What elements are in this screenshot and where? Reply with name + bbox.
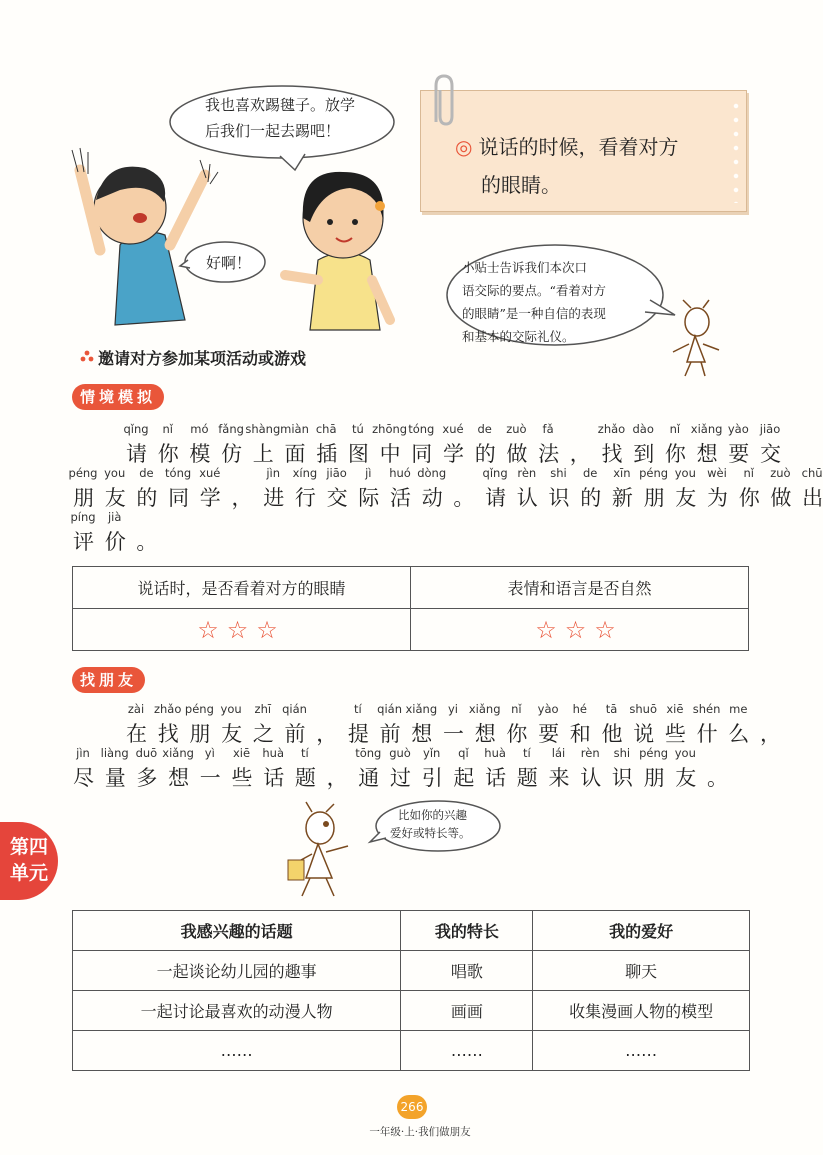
rating-header-natural: 表情和语言是否自然 — [411, 567, 749, 609]
pinyin-syllable: de — [477, 422, 492, 436]
hanzi-char: 朋 — [189, 722, 211, 746]
mascot-tip-text — [462, 256, 662, 348]
hanzi-char: ， — [316, 722, 338, 746]
pinyin-syllable: lái — [551, 746, 566, 760]
table-cell: 聊天 — [533, 951, 750, 991]
pinyin-syllable: yǐn — [423, 746, 441, 760]
pinyin-syllable: nǐ — [511, 702, 522, 716]
mascot2-speech-line-1: 比如你的兴趣 — [398, 808, 467, 822]
star-icon[interactable]: ☆☆☆ — [535, 615, 624, 644]
topics-header-strength: 我的特长 — [401, 911, 533, 951]
pinyin-syllable: fǎ — [542, 422, 554, 436]
pinyin-syllable: tóng — [408, 422, 435, 436]
page-footer: 一年级·上·我们做朋友 — [369, 1126, 471, 1138]
topics-header-topic: 我感兴趣的话题 — [73, 911, 401, 951]
hanzi-char: 想 — [696, 442, 718, 466]
hanzi-char: 面 — [284, 442, 306, 466]
unit-tab-line-1: 第四 — [10, 836, 49, 858]
hanzi-char: 题 — [516, 766, 538, 790]
girl-speech-line-1: 我也喜欢踢毽子。放学 — [205, 96, 356, 114]
triangle-dots-icon — [80, 350, 94, 362]
hanzi-char: 在 — [126, 722, 147, 746]
mascot-tip-line-1: 小贴士告诉我们本次口 — [462, 260, 588, 275]
hanzi-char: 提 — [347, 722, 369, 746]
hanzi-char: 些 — [664, 722, 686, 746]
hanzi-char: 通 — [358, 766, 380, 790]
pinyin-syllable: xiǎng — [162, 746, 194, 760]
star-icon[interactable]: ☆☆☆ — [197, 615, 286, 644]
pinyin-syllable: huà — [484, 746, 506, 760]
pinyin-syllable: de — [139, 466, 154, 480]
pinyin-syllable: dòng — [417, 466, 447, 480]
hanzi-char: 多 — [136, 766, 158, 790]
hanzi-char: 行 — [294, 486, 316, 510]
pinyin-syllable: nǐ — [743, 466, 754, 480]
hanzi-char: ， — [326, 766, 348, 790]
topics-table — [72, 910, 750, 1071]
hanzi-char: 来 — [548, 766, 570, 790]
hanzi-char: 量 — [104, 766, 126, 790]
table-cell[interactable]: …… — [73, 1031, 401, 1071]
hanzi-char: 的 — [580, 486, 602, 510]
pinyin-syllable: jì — [365, 466, 372, 480]
hanzi-char: 。 — [453, 486, 475, 510]
hanzi-char: 仿 — [221, 442, 243, 466]
table-cell[interactable]: …… — [401, 1031, 533, 1071]
hanzi-char: 友 — [675, 486, 697, 510]
hanzi-char: 想 — [474, 722, 496, 746]
hanzi-char: 模 — [189, 442, 211, 466]
section-tag-find-friends: 找朋友 — [72, 667, 145, 693]
hanzi-char: 和 — [569, 722, 591, 746]
hanzi-char: 上 — [252, 442, 274, 466]
hanzi-char: 识 — [548, 486, 570, 510]
pinyin-syllable: jiāo — [326, 466, 347, 480]
mascot-tip-line-4: 和基本的交际礼仪。 — [462, 329, 575, 344]
hanzi-char: 做 — [506, 442, 528, 466]
hanzi-char: 认 — [516, 486, 538, 510]
hanzi-char: 一 — [199, 766, 221, 790]
pinyin-syllable: you — [104, 466, 126, 480]
mascot2-speech-line-2: 爱好或特长等。 — [390, 826, 471, 840]
hanzi-char: 评 — [73, 530, 94, 554]
hanzi-char: 图 — [347, 442, 369, 466]
pinyin-syllable: yào — [537, 702, 559, 716]
hanzi-char: 他 — [601, 722, 623, 746]
pinyin-syllable: tā — [605, 702, 618, 716]
hanzi-char: 你 — [664, 442, 686, 466]
section-tag-role-play: 情境模拟 — [72, 384, 164, 410]
pinyin-syllable: jìn — [266, 466, 281, 480]
hanzi-char: 友 — [104, 486, 126, 510]
hanzi-char: 之 — [252, 722, 274, 746]
hanzi-char: 要 — [728, 442, 750, 466]
hanzi-char: 话 — [485, 766, 507, 790]
hanzi-char: 你 — [157, 442, 179, 466]
pinyin-syllable: xiǎng — [405, 702, 438, 716]
hanzi-char: 引 — [421, 766, 443, 790]
pinyin-syllable: zhī — [254, 702, 272, 716]
pinyin-syllable: tí — [301, 746, 309, 760]
tip-card-line-1: 说话的时候，看着对方 — [478, 135, 679, 159]
pinyin-syllable: zhōng — [372, 422, 408, 436]
pinyin-syllable: xué — [442, 422, 464, 436]
pinyin-syllable: xíng — [292, 466, 318, 480]
hanzi-char: 请 — [126, 442, 147, 466]
hanzi-char: 尽 — [73, 766, 94, 790]
table-row — [73, 1031, 750, 1071]
hanzi-char: 同 — [168, 486, 190, 510]
pinyin-syllable: jià — [107, 510, 122, 524]
rating-header-eye-contact: 说话时，是否看着对方的眼睛 — [73, 567, 411, 609]
mascot-tip-line-3: 的眼睛”是一种自信的表现 — [462, 306, 606, 321]
hanzi-char: 同 — [411, 442, 433, 466]
rating-stars-natural[interactable] — [411, 609, 749, 651]
tip-card-text — [455, 128, 725, 204]
pinyin-syllable: miàn — [280, 422, 309, 436]
pinyin-syllable: huà — [262, 746, 284, 760]
pinyin-syllable: tí — [522, 746, 531, 760]
hanzi-char: 朋 — [73, 486, 94, 510]
pinyin-syllable: péng — [639, 746, 669, 760]
pinyin-syllable: xīn — [613, 466, 631, 480]
hanzi-char: 前 — [379, 722, 401, 746]
pinyin-syllable: tí — [354, 702, 362, 716]
hanzi-char: ， — [231, 486, 253, 510]
hanzi-char: 为 — [707, 486, 728, 510]
hanzi-char: 识 — [611, 766, 633, 790]
hanzi-char: 学 — [199, 486, 221, 510]
table-row — [73, 951, 750, 991]
hanzi-char: 学 — [443, 442, 464, 466]
tip-card-line-2: 的眼睛。 — [481, 173, 561, 197]
topics-header-hobby: 我的爱好 — [533, 911, 750, 951]
rating-table — [72, 566, 749, 651]
hanzi-char: 找 — [601, 442, 623, 466]
pinyin-syllable: chū — [801, 466, 823, 480]
pinyin-syllable: shi — [613, 746, 631, 760]
pinyin-syllable: qián — [282, 702, 307, 716]
pinyin-syllable: yào — [727, 422, 749, 436]
mascot-tip-line-2: 语交际的要点。“看着对方 — [462, 283, 606, 298]
hanzi-char: 交 — [326, 486, 348, 510]
hanzi-char: 进 — [263, 486, 285, 510]
pinyin-syllable: xiǎng — [690, 422, 723, 436]
hanzi-char: 要 — [538, 722, 560, 746]
hanzi-char: 找 — [157, 722, 179, 746]
hanzi-char: 么 — [728, 722, 750, 746]
pinyin-syllable: xiē — [232, 746, 251, 760]
hanzi-char: 你 — [738, 486, 760, 510]
hanzi-char: 朋 — [643, 486, 665, 510]
ant-mascot-icon — [665, 300, 725, 380]
pinyin-syllable: mó — [190, 422, 209, 436]
unit-tab — [0, 822, 58, 900]
pinyin-syllable: qǐ — [458, 746, 469, 760]
pinyin-syllable: nǐ — [162, 422, 173, 436]
pinyin-syllable: rèn — [580, 746, 600, 760]
hanzi-char: 什 — [696, 722, 718, 746]
table-cell: 一起谈论幼儿园的趣事 — [73, 951, 401, 991]
pinyin-syllable: xué — [199, 466, 221, 480]
pinyin-syllable: péng — [639, 466, 669, 480]
activity-title: 邀请对方参加某项活动或游戏 — [98, 349, 307, 368]
pinyin-syllable: liàng — [100, 746, 129, 760]
pinyin-syllable: me — [729, 702, 748, 716]
target-bullet-icon: ◎ — [455, 135, 473, 159]
hanzi-char: 你 — [506, 722, 528, 746]
girl-figure — [285, 172, 390, 330]
page-number-badge: 266 — [397, 1095, 427, 1119]
pinyin-syllable: xiē — [666, 702, 684, 716]
pinyin-syllable: shén — [692, 702, 721, 716]
pinyin-syllable: you — [674, 466, 696, 480]
hanzi-char: 想 — [168, 766, 190, 790]
hanzi-char: ， — [569, 442, 591, 466]
pinyin-syllable: shi — [550, 466, 567, 480]
hanzi-char: 认 — [580, 766, 602, 790]
pinyin-syllable: zài — [127, 702, 145, 716]
pinyin-syllable: you — [220, 702, 242, 716]
table-cell: 一起讨论最喜欢的动漫人物 — [73, 991, 401, 1031]
hanzi-char: 法 — [538, 442, 560, 466]
pinyin-syllable: tōng — [355, 746, 382, 760]
hanzi-char: 友 — [221, 722, 243, 746]
hanzi-char: 插 — [316, 442, 338, 466]
pinyin-syllable: péng — [184, 702, 214, 716]
hanzi-char: 。 — [136, 530, 158, 554]
pinyin-syllable: zuò — [770, 466, 791, 480]
hanzi-char: 。 — [707, 766, 728, 790]
boy-speech-text: 好啊！ — [206, 254, 252, 272]
hanzi-char: 动 — [421, 486, 443, 510]
pinyin-syllable: de — [583, 466, 598, 480]
pinyin-syllable: yi — [447, 702, 459, 716]
pinyin-syllable: tóng — [165, 466, 192, 480]
pinyin-syllable: qián — [377, 702, 403, 716]
hanzi-char: ， — [760, 722, 781, 746]
boy-figure — [72, 148, 218, 325]
pinyin-syllable: guò — [389, 746, 411, 760]
hanzi-char: 做 — [770, 486, 792, 510]
hanzi-char: 交 — [760, 442, 781, 466]
pinyin-syllable: duō — [135, 746, 158, 760]
hanzi-char: 新 — [611, 486, 633, 510]
hanzi-char: 前 — [284, 722, 306, 746]
pinyin-syllable: shàng — [245, 422, 281, 436]
table-cell: 画画 — [401, 991, 533, 1031]
hanzi-char: 际 — [358, 486, 380, 510]
hanzi-char: 起 — [453, 766, 475, 790]
table-cell[interactable]: …… — [533, 1031, 750, 1071]
pinyin-syllable: qǐng — [123, 422, 149, 436]
pinyin-syllable: tú — [351, 422, 364, 436]
pinyin-syllable: zhǎo — [597, 422, 626, 436]
hanzi-char: 价 — [104, 530, 126, 554]
girl-speech-line-2: 后我们一起去踢吧！ — [205, 122, 341, 140]
pinyin-syllable: shuō — [629, 702, 657, 716]
hanzi-char: 话 — [263, 766, 285, 790]
hanzi-char: 中 — [379, 442, 401, 466]
pinyin-syllable: nǐ — [669, 422, 681, 436]
pinyin-syllable: fǎng — [218, 422, 244, 436]
hanzi-char: 出 — [802, 486, 823, 510]
pinyin-syllable: you — [674, 746, 696, 760]
pinyin-syllable: rèn — [517, 466, 537, 480]
hanzi-char: 友 — [675, 766, 697, 790]
pinyin-syllable: jìn — [76, 746, 90, 760]
table-cell: 唱歌 — [401, 951, 533, 991]
pinyin-syllable: xiǎng — [468, 702, 501, 716]
hanzi-char: 的 — [474, 442, 496, 466]
hanzi-char: 过 — [390, 766, 411, 790]
table-row — [73, 991, 750, 1031]
mascot2-speech-text — [390, 806, 471, 842]
pinyin-syllable: chā — [315, 422, 337, 436]
hanzi-char: 一 — [443, 722, 464, 746]
hanzi-char: 活 — [390, 486, 411, 510]
girl-speech-text — [205, 92, 395, 144]
hanzi-char: 题 — [294, 766, 316, 790]
pinyin-syllable: huó — [389, 466, 411, 480]
rating-stars-eye-contact[interactable] — [73, 609, 411, 651]
hanzi-char: 到 — [633, 442, 655, 466]
hanzi-char: 说 — [633, 722, 655, 746]
pinyin-syllable: wèi — [707, 466, 727, 480]
hanzi-char: 想 — [411, 722, 433, 746]
ant-mascot-writing-icon — [282, 800, 362, 900]
pinyin-syllable: zuò — [506, 422, 527, 436]
pinyin-syllable: dào — [632, 422, 654, 436]
pinyin-syllable: yì — [204, 746, 215, 760]
pinyin-syllable: péng — [68, 466, 98, 480]
hanzi-char: 请 — [485, 486, 507, 510]
pinyin-syllable: hé — [572, 702, 587, 716]
paperclip-icon — [424, 72, 464, 132]
table-cell: 收集漫画人物的模型 — [533, 991, 750, 1031]
pinyin-syllable: píng — [70, 510, 96, 524]
hanzi-char: 些 — [231, 766, 253, 790]
pinyin-syllable: qǐng — [482, 466, 508, 480]
pinyin-syllable: zhǎo — [153, 702, 182, 716]
hanzi-char: 的 — [136, 486, 158, 510]
hanzi-char: 朋 — [643, 766, 665, 790]
unit-tab-line-2: 单元 — [10, 862, 49, 884]
pinyin-syllable: jiāo — [759, 422, 781, 436]
